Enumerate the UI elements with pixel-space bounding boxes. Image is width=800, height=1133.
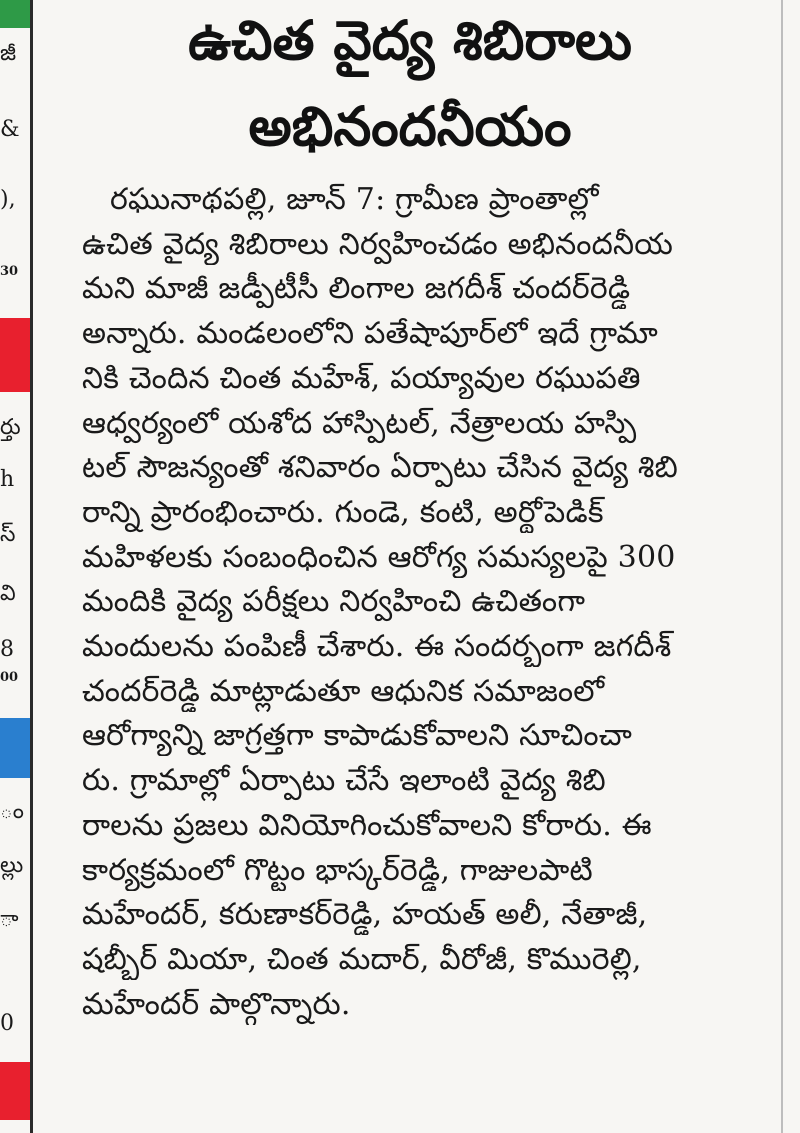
body-line: చందర్‌రెడ్డి మాట్లాడుతూ ఆధునిక సమాజంలో [82,673,605,709]
body-line: మని మాజీ జడ్పీటీసీ లింగాల జగదీశ్ చందర్‌రెడ్డి [82,271,631,307]
column-divider-right [781,0,783,1133]
body-line: రాలను ప్రజలు వినియోగించుకోవాలని కోరారు. ఈ [82,807,652,843]
adjacent-text-fragment: & [0,117,20,142]
body-line: రాన్ని ప్రారంభించారు. గుండె, కంటి, అర్థోపెడిక్ [82,494,604,530]
adjacent-text-fragment: స్ [0,522,16,547]
body-line: మహేందర్, కరుణాకర్‌రెడ్డి, హయత్ అలీ, నేతాజీ, [82,897,648,933]
body-line: మందికి వైద్య పరీక్షలు నిర్వహించి ఉచితంగా [82,584,586,620]
adjacent-color-block [0,1062,30,1120]
adjacent-color-block [0,0,30,28]
adjacent-column-fragment [0,0,30,1133]
body-line: ఆరోగ్యాన్ని జాగ్రత్తగా కాపాడుకోవాలని సూచించా [82,718,633,754]
news-article [50,0,770,1133]
adjacent-text-fragment: జీ [0,41,17,66]
body-line: నికి చెందిన చింత మహేశ్, పయ్యావుల రఘుపతి [82,360,641,396]
body-line: ఉచిత వైద్య శిబిరాలు నిర్వహించడం అభినందనీయ [82,226,674,262]
body-line: కార్యక్రమంలో గొట్టం భాస్కర్‌రెడ్డి, గాజులపాటి [82,852,593,888]
body-line: రు. గ్రామాల్లో ఏర్పాటు చేసే ఇలాంటి వైద్య శిబి [82,763,606,799]
adjacent-text-fragment: ల్లు [0,853,24,878]
adjacent-text-fragment: ా [0,907,19,932]
body-line: షబ్బీర్ మియా, చింత మదార్, వీరోజీ, కొమురెల్లి, [82,941,642,977]
adjacent-color-block [0,718,30,778]
adjacent-text-fragment: ర్తు [0,415,21,440]
adjacent-text-fragment: 00 [0,670,19,685]
body-line: రఘునాథపల్లి, జూన్ 7: గ్రామీణ ప్రాంతాల్లో [110,182,599,217]
adjacent-text-fragment: h [0,467,15,492]
body-line: మహేందర్ పాల్గొన్నారు. [82,986,351,1022]
body-line: అన్నారు. మండలంలోని పతేషాపూర్‌లో ఇదే గ్రామా [82,316,658,352]
body-line: మందులను పంపిణీ చేశారు. ఈ సందర్భంగా జగదీశ్ [82,629,672,664]
adjacent-text-fragment: ం [0,799,24,824]
adjacent-text-fragment: ), [0,187,16,212]
adjacent-text-fragment: 0 [0,1011,14,1036]
adjacent-text-fragment: వి [0,581,16,606]
body-line: టల్ సౌజన్యంతో శనివారం ఏర్పాటు చేసిన వైద్య శిబి [82,450,678,486]
headline-line-2: అభినందనీయం [248,95,572,158]
column-divider-left [30,0,33,1133]
body-line: ఆధ్వర్యంలో యశోద హాస్పిటల్, నేత్రాలయ హస్పి [82,405,637,441]
headline-line-1: ఉచిత వైద్య శిబిరాలు [188,9,632,72]
adjacent-text-fragment: 30 [0,264,19,279]
adjacent-text-fragment: 8 [0,637,14,662]
body-line: మహిళలకు సంబంధించిన ఆరోగ్య సమస్యలపై 300 [82,539,676,575]
adjacent-color-block [0,318,30,392]
